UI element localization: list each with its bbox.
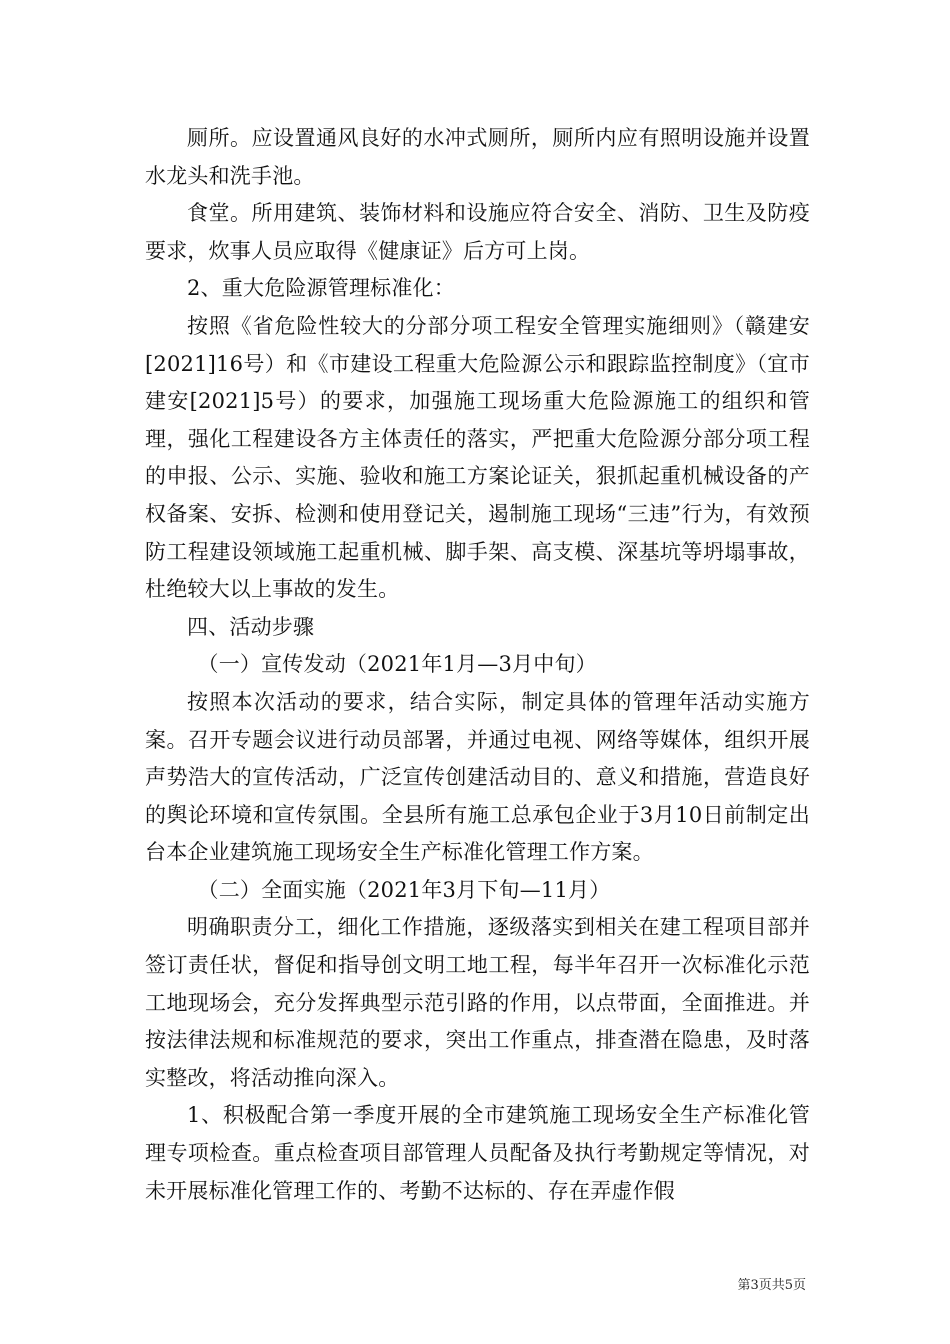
paragraph-hazard-body: 按照《省危险性较大的分部分项工程安全管理实施细则》（赣建安[2021]16号）和《市建设工程重大危险源公示和跟踪监控制度》（宜市建安[2021]5号）的要求，加强施工现场重大危险源施工的组织和管理，强化工程建设各方主体责任的落实，严把重大危险源分部分项工程的申报、公示、实施、验收和施工方案论证关，狠抓起重机械设备的产权备案、安拆、检测和使用登记关，遏制施工现场“三违”行为，有效预防工程建设领域施工起重机械、脚手架、高支模、深基坑等坍塌事故，杜绝较大以上事故的发生。 (145, 313, 810, 602)
document-body (145, 120, 810, 1210)
paragraph-toilet: 厕所。应设置通风良好的水冲式厕所，厕所内应有照明设施并设置水龙头和洗手池。 (145, 126, 810, 188)
paragraph-first-quarter-inspection: 1、积极配合第一季度开展的全市建筑施工现场安全生产标准化管理专项检查。重点检查项目部管理人员配备及执行考勤规定等情况，对未开展标准化管理工作的、考勤不达标的、存在弄虚作假 (145, 1103, 810, 1203)
paragraph-implementation-body: 明确职责分工，细化工作措施，逐级落实到相关在建工程项目部并签订责任状，督促和指导创文明工地工程，每半年召开一次标准化示范工地现场会，充分发挥典型示范引路的作用，以点带面，全面推进。并按法律法规和标准规范的要求，突出工作重点，排查潜在隐患，及时落实整改，将活动推向深入。 (145, 915, 810, 1090)
paragraph-publicity-body: 按照本次活动的要求，结合实际，制定具体的管理年活动实施方案。召开专题会议进行动员部署，并通过电视、网络等媒体，组织开展声势浩大的宣传活动，广泛宣传创建活动目的、意义和措施，营造良好的舆论环境和宣传氛围。全县所有施工总承包企业于3月10日前制定出台本企业建筑施工现场安全生产标准化管理工作方案。 (145, 689, 810, 865)
subsection-heading-publicity: （一）宣传发动（2021年1月—3月中旬） (197, 652, 597, 677)
paragraph-hazard-heading: 2、重大危险源管理标准化： (187, 276, 455, 301)
paragraph-canteen: 食堂。所用建筑、装饰材料和设施应符合安全、消防、卫生及防疫要求，炊事人员应取得《健康证》后方可上岗。 (145, 201, 810, 263)
section-heading-activity-steps: 四、活动步骤 (187, 614, 315, 639)
subsection-heading-implementation: （二）全面实施（2021年3月下旬—11月） (197, 877, 611, 902)
page-number-footer: 第3页共5页 (737, 1278, 806, 1293)
